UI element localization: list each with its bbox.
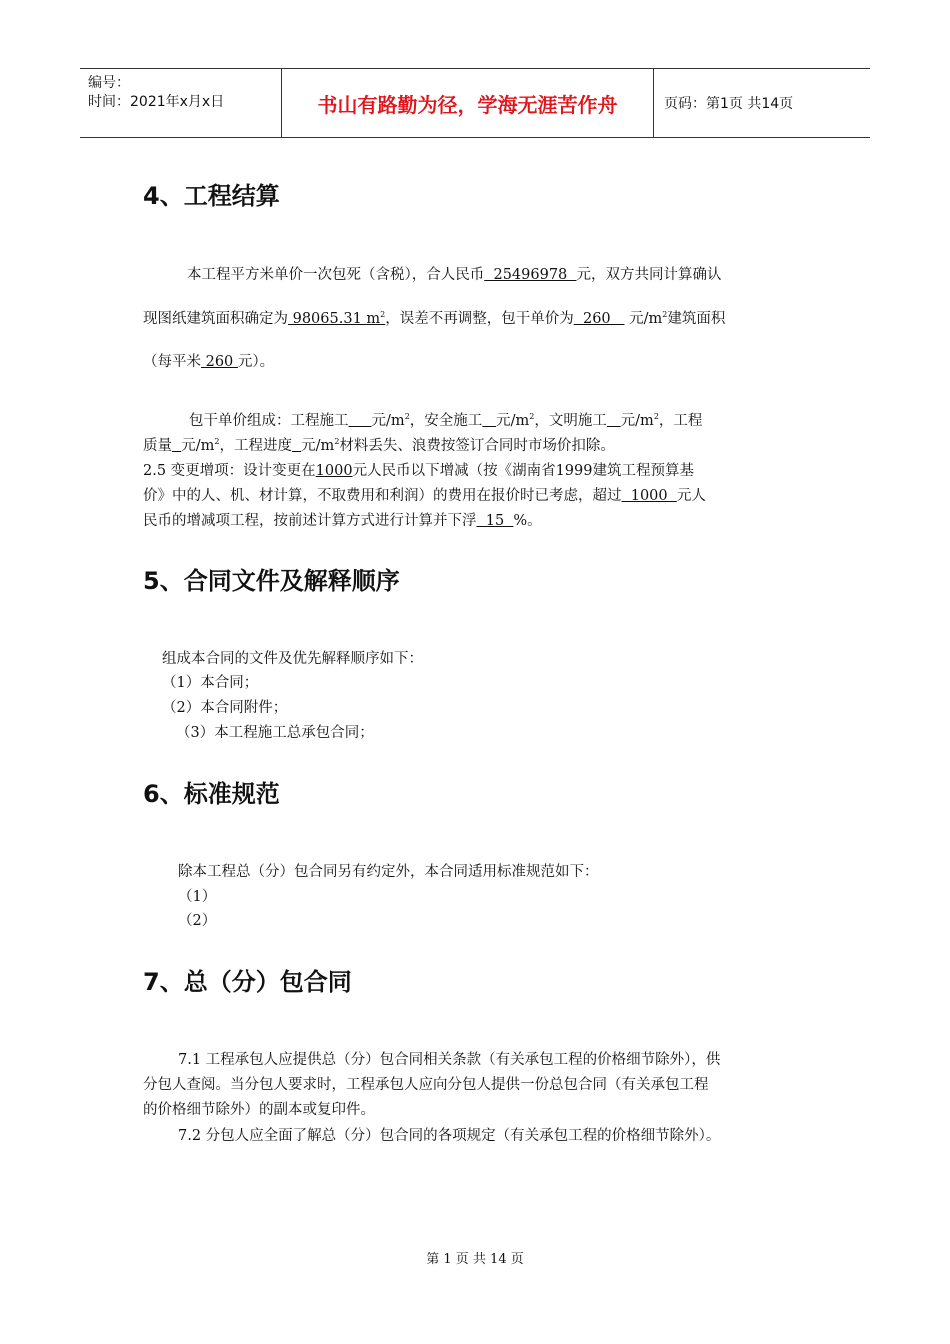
paragraph-line: 的价格细节除外）的副本或复印件。 (143, 1102, 375, 1118)
paragraph-line: 组成本合同的文件及优先解释顺序如下： (162, 651, 423, 667)
building-area: 98065.31 $m^2$ (288, 310, 386, 327)
section-7-title: 7、总（分）包合同 (143, 968, 352, 996)
paragraph-line: 现图纸建筑面积确定为 98065.31 $m^2$，误差不再调整，包干单价为 260 元$/m^2$建筑面积 (143, 310, 726, 327)
section-5-title: 5、合同文件及解释顺序 (143, 567, 400, 595)
list-item: （2） (178, 913, 217, 929)
number-label: 编号： (88, 75, 130, 91)
paragraph-line: 质量 元$/m^2$，工程进度 元$/m^2$材料丢失、浪费按签订合同时市场价扣除。 (143, 437, 615, 454)
unit-price: 260 (573, 311, 625, 327)
header-meta-cell (80, 69, 282, 137)
time-label: 时间：2021年x月x日 (88, 94, 225, 110)
page-info: 页码：第1页 共14页 (664, 96, 794, 112)
paragraph-line: 价》中的人、机、材计算，不取费用和利润）的费用在报价时已考虑，超过 1000 元人 (143, 488, 706, 504)
paragraph-line: 民币的增减项工程，按前述计算方式进行计算并下浮 15 %。 (143, 513, 542, 529)
paragraph-line: 7.2 分包人应全面了解总（分）包合同的各项规定（有关承包工程的价格细节除外）。 (178, 1128, 721, 1144)
list-item: （1）本合同； (162, 675, 259, 691)
header-motto-cell (282, 69, 654, 137)
list-item: （3）本工程施工总承包合同； (176, 725, 374, 741)
paragraph-line: 除本工程总（分）包合同另有约定外，本合同适用标准规范如下： (178, 864, 599, 880)
contract-amount: 25496978 (484, 267, 577, 283)
paragraph-line: 本工程平方米单价一次包死（含税），合人民币 25496978 元，双方共同计算确认 (187, 267, 722, 283)
paragraph-line: 分包人查阅。当分包人要求时，工程承包人应向分包人提供一份总包合同（有关承包工程 (143, 1077, 709, 1093)
section-4-title: 4、工程结算 (143, 182, 280, 210)
page-footer: 第 1 页 共 14 页 (426, 1252, 524, 1267)
paragraph-line: 2.5 变更增项：设计变更在1000元人民币以下增减（按《湖南省1999建筑工程预算基 (143, 463, 694, 479)
paragraph-line: 包干单价组成：工程施工 元$/m^2$，安全施工 元$/m^2$，文明施工 元$/m^2$，工程 (189, 412, 703, 429)
list-item: （2）本合同附件； (162, 700, 288, 716)
document-header (80, 68, 870, 138)
list-item: （1） (178, 889, 217, 905)
header-page-cell (654, 69, 870, 137)
paragraph-line: 7.1 工程承包人应提供总（分）包合同相关条款（有关承包工程的价格细节除外），供 (178, 1052, 721, 1068)
paragraph-line: （每平米 260 元）。 (143, 354, 275, 370)
motto-text: 书山有路勤为径，学海无涯苦作舟 (317, 92, 618, 117)
section-6-title: 6、标准规范 (143, 780, 280, 808)
